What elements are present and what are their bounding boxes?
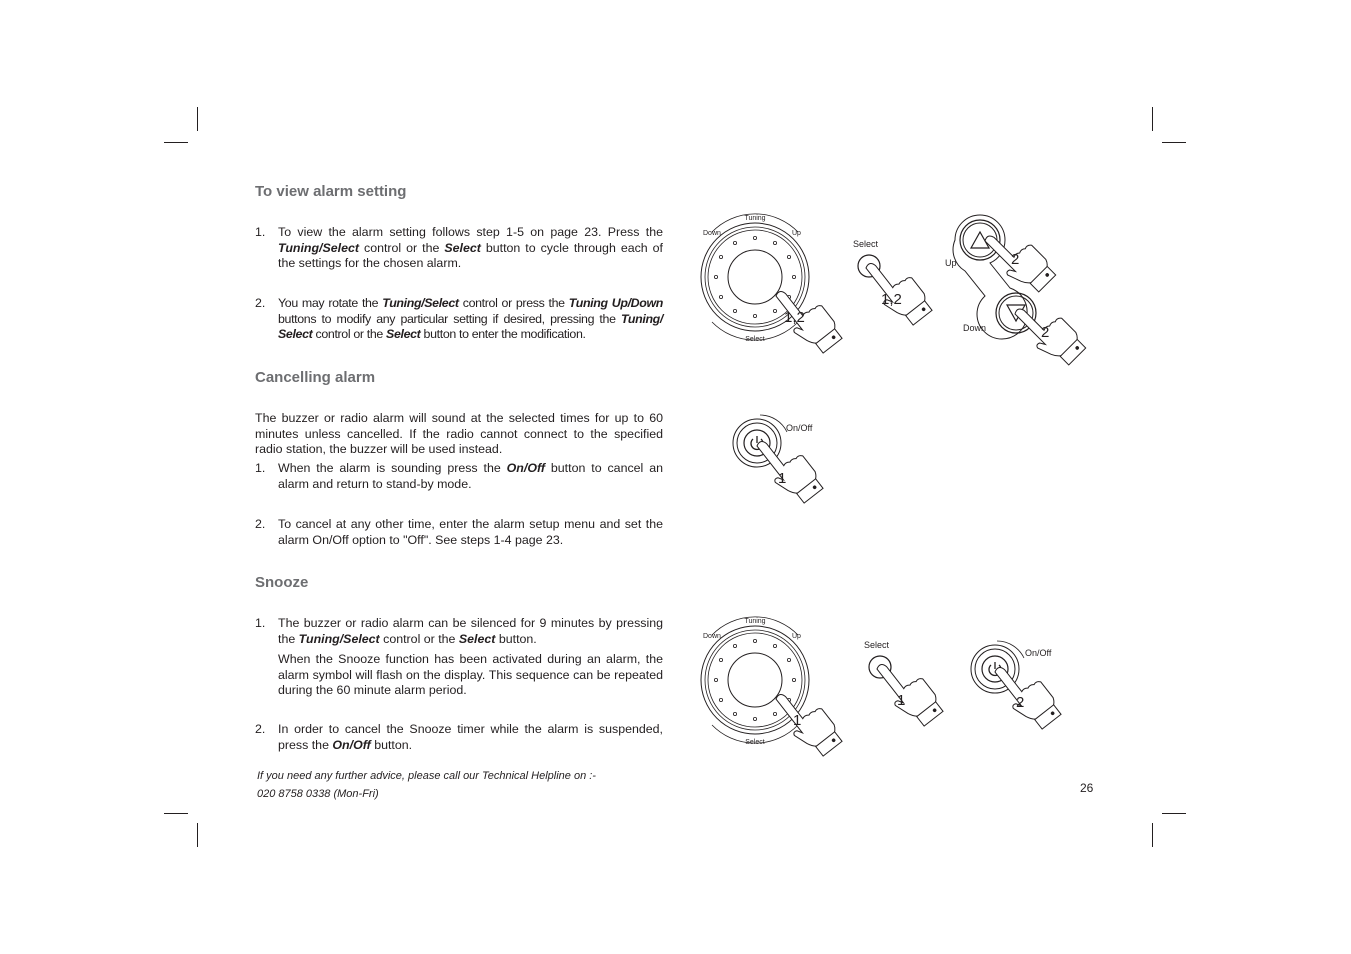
- list-item: [255, 616, 663, 699]
- crop-mark: [1162, 813, 1186, 814]
- list-text: [278, 461, 663, 492]
- tuning-dial-illustration: [690, 205, 850, 365]
- tuning-dial-illustration: [690, 608, 850, 768]
- list-number: 1.: [255, 225, 266, 239]
- control-name: Tuning/Select: [382, 296, 459, 310]
- crop-mark: [1152, 107, 1153, 131]
- text: The buzzer or radio alarm can be silenced for 9 minutes by pressing the: [278, 616, 663, 646]
- tuning-label: Tuning: [744, 618, 766, 625]
- list-number: 2.: [255, 722, 266, 736]
- helpline-number: 020 8758 0338 (Mon-Fri): [257, 788, 379, 800]
- text: button.: [495, 631, 537, 646]
- control-name: Select: [444, 240, 481, 255]
- text: control or the: [379, 631, 459, 646]
- step-number: 1,2: [881, 291, 902, 308]
- step-number: 1,2: [784, 309, 805, 326]
- control-name: On/Off: [332, 737, 371, 752]
- list-item: [255, 461, 663, 492]
- control-name: On/Off: [506, 461, 545, 475]
- control-name: Tuning/ Select: [278, 311, 663, 341]
- list-text: When the Snooze function has been activated during an alarm, the alarm symbol will flash on the display. This sequence can be repeated during the 60 minute alarm period.: [278, 652, 663, 697]
- text: To view the alarm setting follows step 1-5 on page 23. Press the: [278, 225, 663, 239]
- select-button-illustration: [845, 235, 940, 345]
- hand-pointer-icon: [769, 276, 845, 359]
- down-label: Down: [703, 633, 721, 640]
- list-item: [255, 517, 663, 548]
- hand-pointer-icon: [859, 248, 935, 331]
- section-title-snooze: Snooze: [255, 574, 309, 591]
- text: buttons to modify any particular setting if desired, pressing the: [278, 311, 621, 326]
- onoff-button-illustration: [725, 410, 835, 520]
- crop-mark: [164, 813, 188, 814]
- control-name: Tuning/Select: [298, 631, 380, 646]
- list-text: [278, 616, 663, 647]
- section-title-cancelling: Cancelling alarm: [255, 369, 376, 386]
- text: button to cycle through each of the settings for the chosen alarm.: [278, 240, 664, 270]
- hand-pointer-icon: [769, 679, 845, 762]
- up-down-buttons-illustration: [940, 210, 1100, 370]
- paragraph: The buzzer or radio alarm will sound at the selected times for up to 60 minutes unless cancelled. If the radio cannot connect to the specified radio station, the buzzer will be used instead.: [255, 411, 663, 456]
- crop-mark: [197, 107, 198, 131]
- step-number: 2: [1041, 324, 1050, 341]
- arc-guide: [760, 415, 787, 432]
- up-label: Up: [945, 258, 957, 268]
- crop-mark: [164, 142, 188, 143]
- section-title-view-alarm: To view alarm setting: [255, 183, 407, 200]
- control-name: Select: [386, 327, 421, 341]
- page-number: 26: [1080, 781, 1094, 795]
- select-label: Select: [853, 239, 879, 249]
- list-number: 1.: [255, 461, 266, 475]
- text: control or the: [359, 240, 445, 255]
- control-name: Tuning Up/Down: [568, 296, 663, 310]
- text: When the alarm is sounding press the: [278, 461, 507, 475]
- crop-mark: [1152, 823, 1153, 847]
- crop-mark: [1162, 142, 1186, 143]
- step-number: 1: [897, 692, 906, 709]
- hand-pointer-icon: [870, 649, 946, 732]
- control-name: Select: [458, 631, 496, 646]
- list-text: [278, 296, 663, 343]
- crop-mark: [197, 823, 198, 847]
- step-number: 2: [1016, 694, 1025, 711]
- text: You may rotate the: [278, 296, 383, 310]
- down-label: Down: [703, 230, 721, 237]
- down-label: Down: [963, 323, 987, 333]
- list-item: [255, 225, 663, 272]
- list-number: 1.: [255, 616, 266, 630]
- onoff-label: On/Off: [1025, 648, 1052, 658]
- step-number: 1: [793, 712, 802, 729]
- text: button.: [370, 737, 413, 752]
- select-label: Select: [745, 336, 765, 343]
- list-item: [255, 296, 663, 343]
- up-label: Up: [792, 230, 801, 237]
- list-text: [278, 225, 663, 272]
- step-number: 2: [1011, 251, 1020, 268]
- list-number: 2.: [255, 296, 266, 310]
- onoff-button-illustration: [965, 636, 1075, 746]
- text: control or press the: [458, 296, 569, 310]
- text: control or the: [312, 327, 387, 341]
- tuning-label: Tuning: [744, 215, 766, 222]
- select-label: Select: [864, 640, 890, 650]
- list-text: [278, 722, 663, 753]
- list-text: To cancel at any other time, enter the alarm setup menu and set the alarm On/Off option to "Off". See steps 1-4 page 23.: [278, 517, 663, 547]
- up-label: Up: [792, 633, 801, 640]
- text: button to cancel an alarm and return to stand-by mode.: [278, 461, 663, 491]
- onoff-label: On/Off: [786, 423, 813, 433]
- text: button to enter the modification.: [420, 327, 586, 341]
- list-item: [255, 722, 663, 753]
- control-name: Tuning/Select: [278, 240, 360, 255]
- list-number: 2.: [255, 517, 266, 531]
- select-button-illustration: [855, 636, 950, 746]
- step-number: 1: [778, 470, 787, 487]
- text: In order to cancel the Snooze timer while the alarm is suspended, press the: [278, 722, 663, 752]
- select-label: Select: [745, 739, 765, 746]
- helpline-text: If you need any further advice, please call our Technical Helpline on :-: [257, 770, 596, 782]
